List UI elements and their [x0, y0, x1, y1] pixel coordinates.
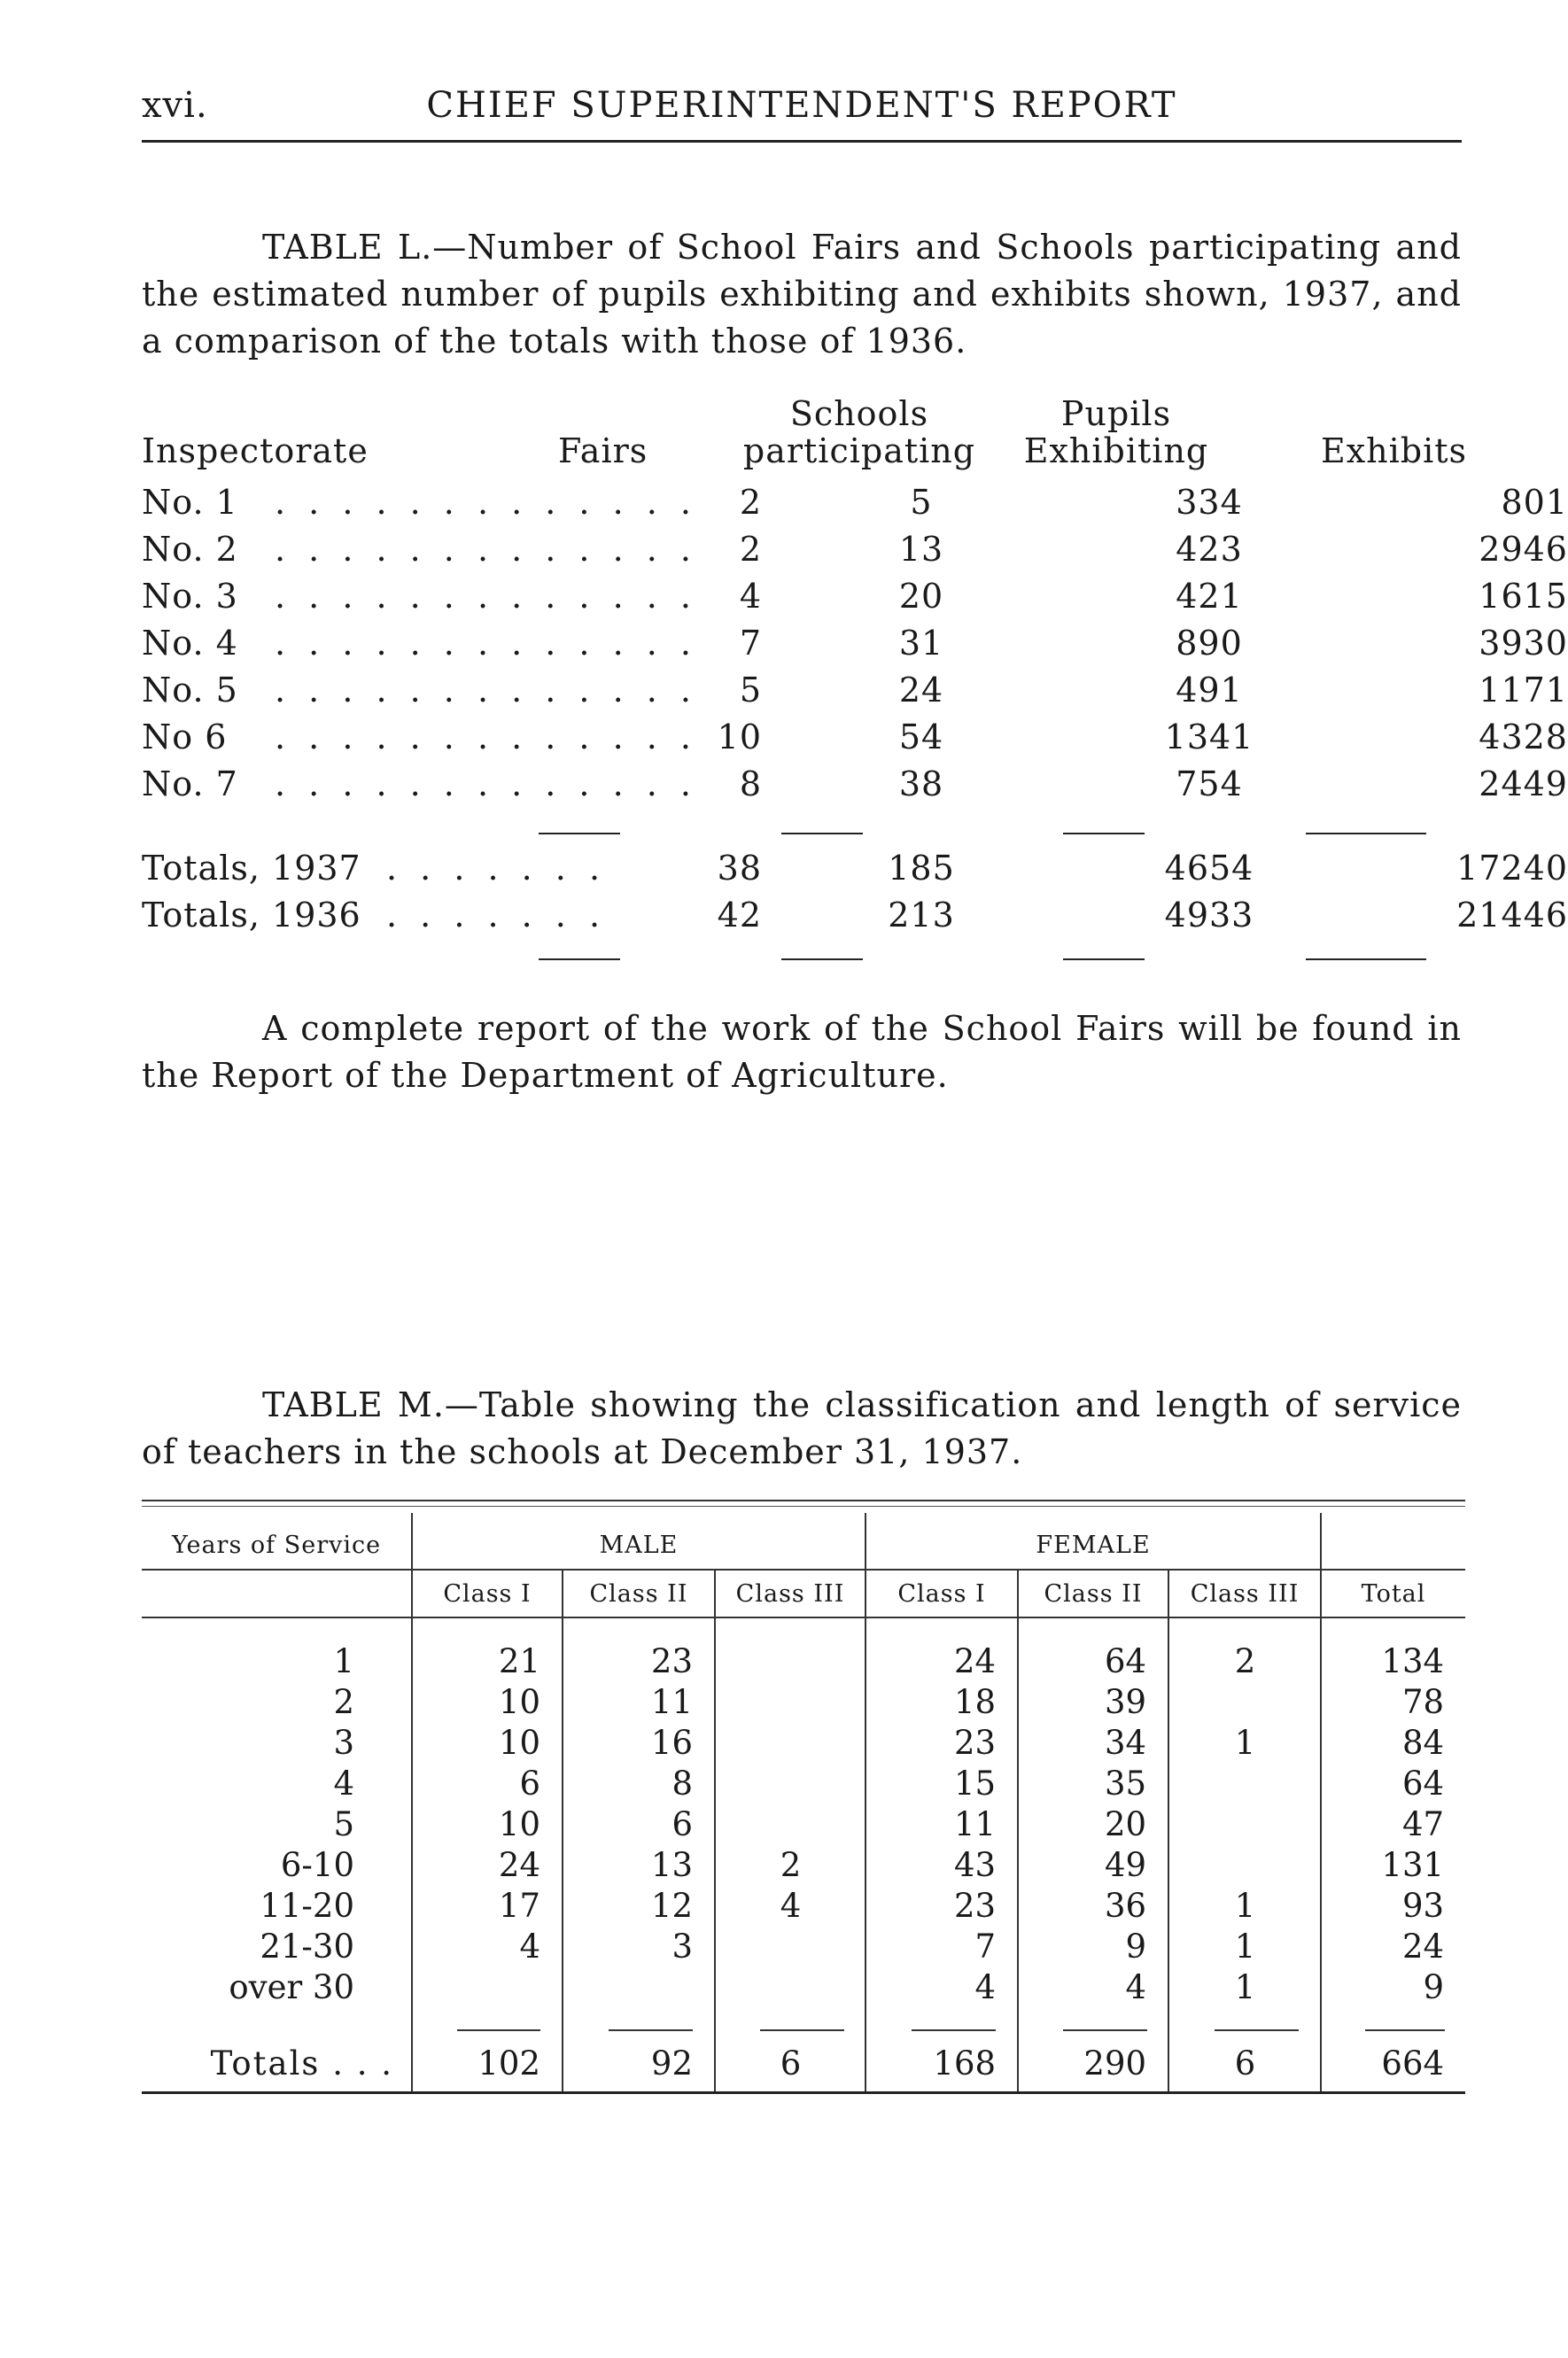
cell-schools: 38 [898, 764, 944, 803]
cell-schools: 13 [898, 530, 944, 569]
table-row [142, 1723, 1465, 1764]
note-paragraph: A complete report of the work of the School Fairs will be found in the Report of the Department of Agriculture. [142, 1009, 1462, 1095]
head-female-class-2: Class II [1018, 1570, 1168, 1617]
row-label: Totals, 1937 [142, 849, 361, 888]
cell-female-class-1: 23 [866, 1886, 1018, 1927]
cell-totals-label: Totals . . . [142, 2036, 412, 2093]
head-blank [142, 1570, 412, 1617]
leader-dots: . . . . . . . . . . . . . [275, 483, 697, 522]
table-row [142, 1886, 1465, 1927]
cell-male-class-3 [715, 1682, 866, 1723]
cell-male-class-1: 4 [412, 1927, 563, 1967]
head-total: Total [1321, 1570, 1465, 1617]
header-rule [142, 140, 1462, 143]
cell-male-class-1: 24 [412, 1845, 563, 1886]
table-row [142, 624, 1568, 671]
cell-pupils: 1341 [1164, 717, 1254, 756]
cell-male-class-1: 10 [412, 1723, 563, 1764]
head-years-of-service: Years of Service [172, 1531, 382, 1559]
row-label: No. 3 [142, 577, 238, 616]
total-rule-row [142, 2008, 1465, 2036]
total-rule [1063, 833, 1145, 834]
cell-total: 93 [1321, 1886, 1465, 1927]
head-female: FEMALE [866, 1513, 1321, 1570]
table-row [142, 1967, 1465, 2008]
cell-female-class-3 [1168, 1764, 1321, 1804]
cell-total: 47 [1321, 1804, 1465, 1845]
cell-fairs: 5 [739, 671, 762, 710]
cell-male-class-2: 12 [563, 1886, 715, 1927]
table-l-head-inspectorate: Inspectorate [142, 431, 369, 470]
cell-male-class-3: 4 [715, 1886, 866, 1927]
total-rule [539, 833, 620, 834]
table-row [142, 671, 1568, 717]
leader-dots: . . . . . . . [386, 849, 607, 888]
table-row [142, 1764, 1465, 1804]
table-row [142, 1682, 1465, 1723]
cell-pupils: 423 [1176, 530, 1243, 569]
cell-fairs: 38 [717, 849, 762, 888]
cell-female-class-2: 64 [1018, 1641, 1168, 1682]
cell-male-class-3 [715, 1641, 866, 1682]
totals-row [142, 2036, 1465, 2093]
cell-female-class-3: 1 [1168, 1927, 1321, 1967]
leader-dots: . . . . . . . . . . . . . [275, 671, 697, 710]
cell-years: 11-20 [260, 1887, 354, 1925]
cell-schools: 5 [910, 483, 933, 522]
cell-male-class-2: 13 [563, 1845, 715, 1886]
cell-female-class-2: 4 [1018, 1967, 1168, 2008]
leader-dots: . . . . . . . . . . . . . [275, 717, 697, 756]
cell-male-class-1: 102 [412, 2036, 563, 2093]
total-rule [1306, 833, 1426, 834]
head-male-class-1: Class I [412, 1570, 563, 1617]
cell-exhibits: 1171 [1479, 671, 1568, 710]
table-l-caption: TABLE L.—Number of School Fairs and Schools participating and the estimated number of pupils exhibiting and exhibits shown, 1937, and a comparison of the totals with those of 1936. [142, 228, 1462, 361]
cell-total: 64 [1321, 1764, 1465, 1804]
table-m-caption: TABLE M.—Table showing the classification and length of service of teachers in the schools at December 31, 1937. [142, 1385, 1462, 1471]
head-male-class-3: Class III [715, 1570, 866, 1617]
table-m-top-rule [142, 1500, 1465, 1501]
cell-fairs: 8 [739, 764, 762, 803]
cell-exhibits: 2946 [1479, 530, 1568, 569]
cell-total: 131 [1321, 1845, 1465, 1886]
cell-male-class-2: 92 [563, 2036, 715, 2093]
table-l-head-pupils-1: Pupils [1060, 394, 1172, 433]
cell-male-class-3 [715, 1764, 866, 1804]
cell-male-class-2: 6 [563, 1804, 715, 1845]
table-row [142, 1804, 1465, 1845]
cell-total: 9 [1321, 1967, 1465, 2008]
cell-female-class-1: 18 [866, 1682, 1018, 1723]
cell-female-class-2: 35 [1018, 1764, 1168, 1804]
cell-female-class-3: 1 [1168, 1967, 1321, 2008]
cell-male-class-3 [715, 1927, 866, 1967]
cell-male-class-1: 10 [412, 1804, 563, 1845]
total-rule [539, 958, 620, 960]
cell-female-class-1: 4 [866, 1967, 1018, 2008]
cell-female-class-3: 2 [1168, 1641, 1321, 1682]
running-title: CHIEF SUPERINTENDENT'S REPORT [426, 85, 1177, 126]
cell-female-class-1: 23 [866, 1723, 1018, 1764]
cell-female-class-3: 6 [1168, 2036, 1321, 2093]
totals-row [142, 896, 1568, 942]
cell-exhibits: 21446 [1456, 896, 1568, 935]
cell-female-class-1: 11 [866, 1804, 1018, 1845]
cell-schools: 54 [898, 717, 944, 756]
table-row [142, 764, 1568, 811]
table-row [142, 717, 1568, 764]
cell-schools: 31 [898, 624, 944, 663]
cell-schools: 213 [888, 896, 955, 935]
cell-exhibits: 801 [1501, 483, 1568, 522]
cell-fairs: 2 [739, 530, 762, 569]
head-male: MALE [412, 1513, 866, 1570]
cell-female-class-1: 15 [866, 1764, 1018, 1804]
cell-pupils: 334 [1176, 483, 1243, 522]
cell-pupils: 4654 [1164, 849, 1254, 888]
cell-female-class-2: 39 [1018, 1682, 1168, 1723]
table-l-head-fairs: Fairs [558, 431, 648, 470]
cell-fairs: 7 [739, 624, 762, 663]
cell-schools: 185 [888, 849, 955, 888]
cell-total: 664 [1321, 2036, 1465, 2093]
cell-female-class-3: 1 [1168, 1886, 1321, 1927]
page-folio: xvi. [142, 85, 208, 126]
cell-male-class-1: 10 [412, 1682, 563, 1723]
cell-years: 6-10 [280, 1846, 354, 1884]
cell-total: 134 [1321, 1641, 1465, 1682]
cell-female-class-3 [1168, 1845, 1321, 1886]
cell-male-class-2: 11 [563, 1682, 715, 1723]
cell-male-class-2: 16 [563, 1723, 715, 1764]
cell-total: 24 [1321, 1927, 1465, 1967]
cell-male-class-2 [563, 1967, 715, 2008]
cell-male-class-1: 21 [412, 1641, 563, 1682]
table-m [142, 1513, 1465, 2094]
cell-female-class-1: 43 [866, 1845, 1018, 1886]
cell-female-class-1: 24 [866, 1641, 1018, 1682]
head-female-class-1: Class I [866, 1570, 1018, 1617]
row-label: No. 1 [142, 483, 238, 522]
cell-pupils: 421 [1176, 577, 1243, 616]
table-l-head-exhibits: Exhibits [1320, 431, 1467, 470]
cell-male-class-2: 8 [563, 1764, 715, 1804]
cell-male-class-3: 2 [715, 1845, 866, 1886]
cell-male-class-3 [715, 1967, 866, 2008]
table-row [142, 1845, 1465, 1886]
cell-fairs: 2 [739, 483, 762, 522]
cell-female-class-3 [1168, 1682, 1321, 1723]
total-rule [1063, 958, 1145, 960]
total-rule [781, 833, 863, 834]
row-label: No. 2 [142, 530, 238, 569]
cell-male-class-1 [412, 1967, 563, 2008]
cell-male-class-2: 3 [563, 1927, 715, 1967]
cell-male-class-3 [715, 1723, 866, 1764]
leader-dots: . . . . . . . . . . . . . [275, 530, 697, 569]
cell-pupils: 491 [1176, 671, 1243, 710]
cell-female-class-2: 49 [1018, 1845, 1168, 1886]
cell-schools: 24 [898, 671, 944, 710]
cell-exhibits: 2449 [1479, 764, 1568, 803]
cell-total: 84 [1321, 1723, 1465, 1764]
cell-exhibits: 3930 [1479, 624, 1568, 663]
cell-female-class-2: 34 [1018, 1723, 1168, 1764]
cell-female-class-3 [1168, 1804, 1321, 1845]
cell-years: 1 [333, 1642, 354, 1680]
cell-male-class-3: 6 [715, 2036, 866, 2093]
head-female-class-3: Class III [1168, 1570, 1321, 1617]
table-row [142, 1641, 1465, 1682]
cell-male-class-3 [715, 1804, 866, 1845]
table-m-top-rule-inner [142, 1506, 1465, 1507]
cell-female-class-2: 9 [1018, 1927, 1168, 1967]
cell-female-class-1: 7 [866, 1927, 1018, 1967]
leader-dots: . . . . . . . . . . . . . [275, 764, 697, 803]
leader-dots: . . . . . . . . . . . . . [275, 624, 697, 663]
cell-years: 2 [333, 1683, 354, 1721]
cell-female-class-2: 290 [1018, 2036, 1168, 2093]
head-male-class-2: Class II [563, 1570, 715, 1617]
cell-schools: 20 [898, 577, 944, 616]
cell-pupils: 890 [1176, 624, 1243, 663]
cell-years: 3 [333, 1724, 354, 1762]
table-row [142, 577, 1568, 624]
table-l-head-schools-1: Schools [789, 394, 929, 433]
cell-fairs: 10 [717, 717, 762, 756]
table-l-head-pupils-2: Exhibiting [1023, 431, 1209, 470]
cell-years: 21-30 [260, 1928, 354, 1966]
row-label: No. 4 [142, 624, 238, 663]
totals-row [142, 849, 1568, 896]
table-l-head-schools-2: participating [742, 431, 976, 470]
cell-male-class-2: 23 [563, 1641, 715, 1682]
head-blank [1321, 1513, 1465, 1570]
cell-fairs: 4 [739, 577, 762, 616]
cell-female-class-1: 168 [866, 2036, 1018, 2093]
cell-years: over 30 [229, 1968, 354, 2006]
row-label: No. 5 [142, 671, 238, 710]
table-row [142, 1927, 1465, 1967]
cell-female-class-3: 1 [1168, 1723, 1321, 1764]
cell-female-class-2: 20 [1018, 1804, 1168, 1845]
row-label: Totals, 1936 [142, 896, 361, 935]
cell-years: 4 [333, 1765, 354, 1803]
table-row [142, 530, 1568, 577]
running-header [142, 85, 1462, 129]
table-row [142, 483, 1568, 530]
cell-years: 5 [333, 1805, 354, 1843]
total-rule [1306, 958, 1426, 960]
total-rule [781, 958, 863, 960]
cell-total: 78 [1321, 1682, 1465, 1723]
cell-male-class-1: 17 [412, 1886, 563, 1927]
cell-pupils: 754 [1176, 764, 1243, 803]
cell-male-class-1: 6 [412, 1764, 563, 1804]
row-label: No 6 [142, 717, 228, 756]
cell-exhibits: 1615 [1479, 577, 1568, 616]
leader-dots: . . . . . . . . . . . . . [275, 577, 697, 616]
cell-fairs: 42 [717, 896, 762, 935]
cell-female-class-2: 36 [1018, 1886, 1168, 1927]
cell-pupils: 4933 [1164, 896, 1254, 935]
cell-exhibits: 17240 [1456, 849, 1568, 888]
cell-exhibits: 4328 [1479, 717, 1568, 756]
leader-dots: . . . . . . . [386, 896, 607, 935]
row-label: No. 7 [142, 764, 238, 803]
